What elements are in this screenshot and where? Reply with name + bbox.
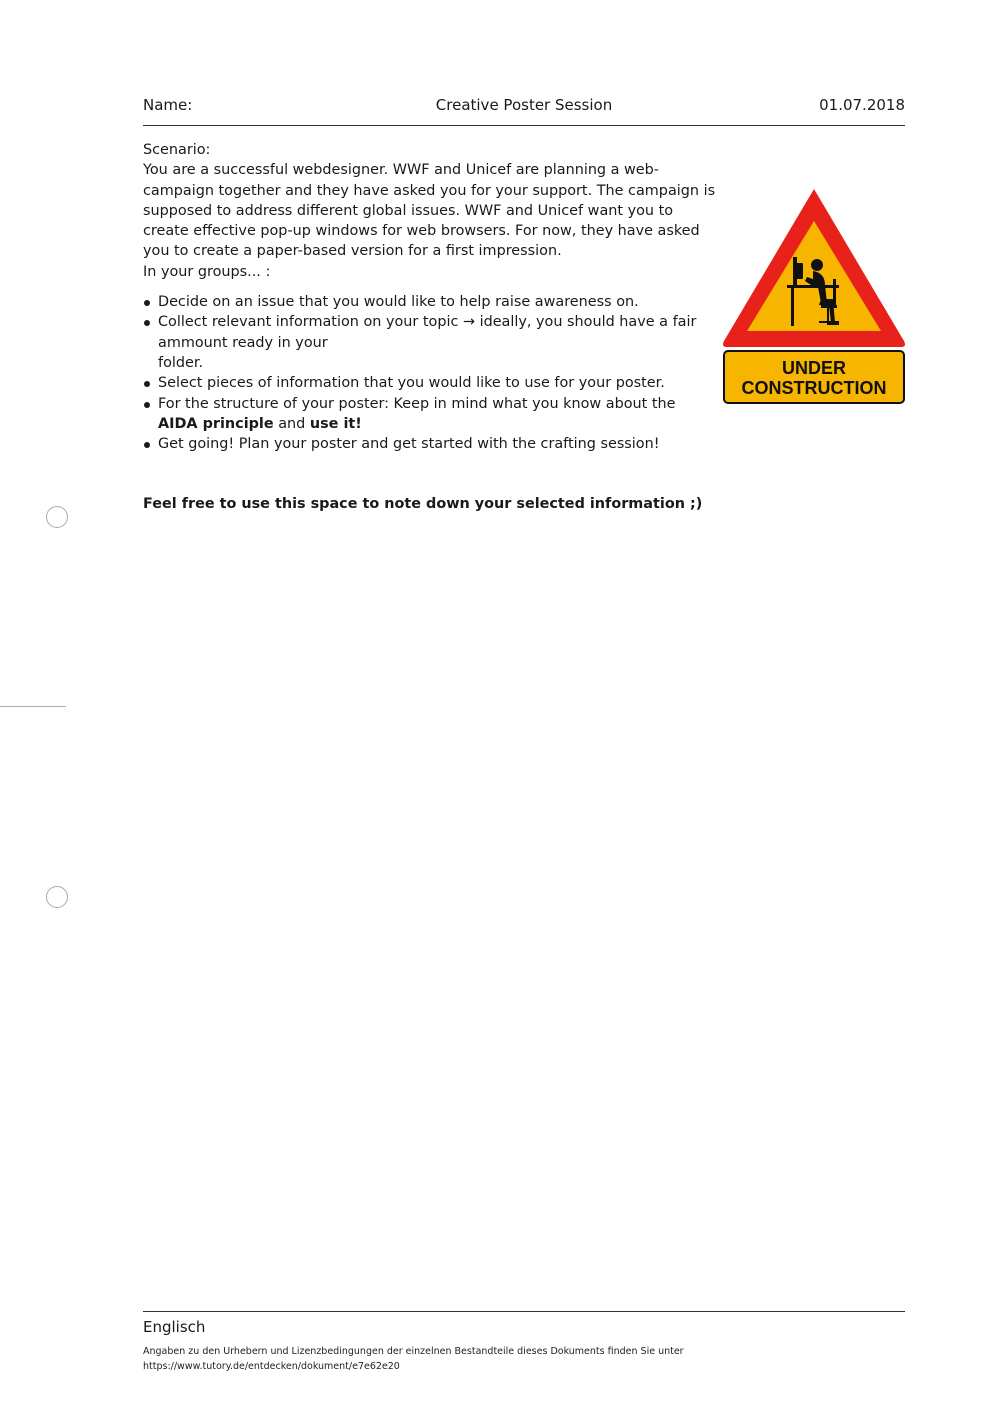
list-item: Collect relevant information on your topic → ideally, you should have a fair ammount ready in your folder.: [143, 312, 718, 373]
punch-hole-bottom: [46, 886, 68, 908]
date-label: 01.07.2018: [819, 96, 905, 114]
fold-mark: [0, 706, 66, 707]
scenario-heading: Scenario:: [143, 142, 211, 158]
list-item: Select pieces of information that you would like to use for your poster.: [143, 373, 718, 393]
attribution-link[interactable]: https://www.tutory.de/entdecken/dokument/e7e62e20: [143, 1361, 400, 1372]
list-item: For the structure of your poster: Keep in mind what you know about the AIDA principle and use it!: [143, 394, 718, 435]
scenario-text: You are a successful webdesigner. WWF and Unicef are planning a web-campaign together and they have asked you for your support. The campaign is supposed to address different global issues. WWF and Unicef want you to create effective pop-up windows for web browsers. For now, they have asked you to create a paper-based version for a first impression.: [143, 162, 716, 260]
page-title: Creative Poster Session: [435, 96, 613, 114]
attribution: Angaben zu den Urhebern und Lizenzbedingungen der einzelnen Bestandteile dieses Dokuments finden Sie unter https://www.tutory.de/entdecken/dokument/e7e62e20: [143, 1346, 684, 1372]
punch-hole-top: [46, 506, 68, 528]
page-header: [143, 96, 905, 126]
scenario-section: [143, 140, 718, 454]
sign-line-2: CONSTRUCTION: [741, 378, 887, 398]
name-label: Name:: [143, 96, 193, 114]
use-it: use it!: [309, 415, 362, 432]
list-item: Decide on an issue that you would like to help raise awareness on.: [143, 292, 718, 312]
groups-intro: In your groups... :: [143, 263, 271, 280]
note-instruction: Feel free to use this space to note down your selected information ;): [143, 496, 703, 512]
footer-divider: [143, 1311, 905, 1312]
sign-line-1: UNDER: [781, 358, 847, 378]
subject-label: Englisch: [143, 1318, 206, 1336]
task-list: [143, 292, 718, 454]
under-construction-sign-icon: [721, 185, 907, 407]
list-item: Get going! Plan your poster and get started with the crafting session!: [143, 434, 718, 454]
aida-principle: AIDA principle: [158, 415, 274, 432]
